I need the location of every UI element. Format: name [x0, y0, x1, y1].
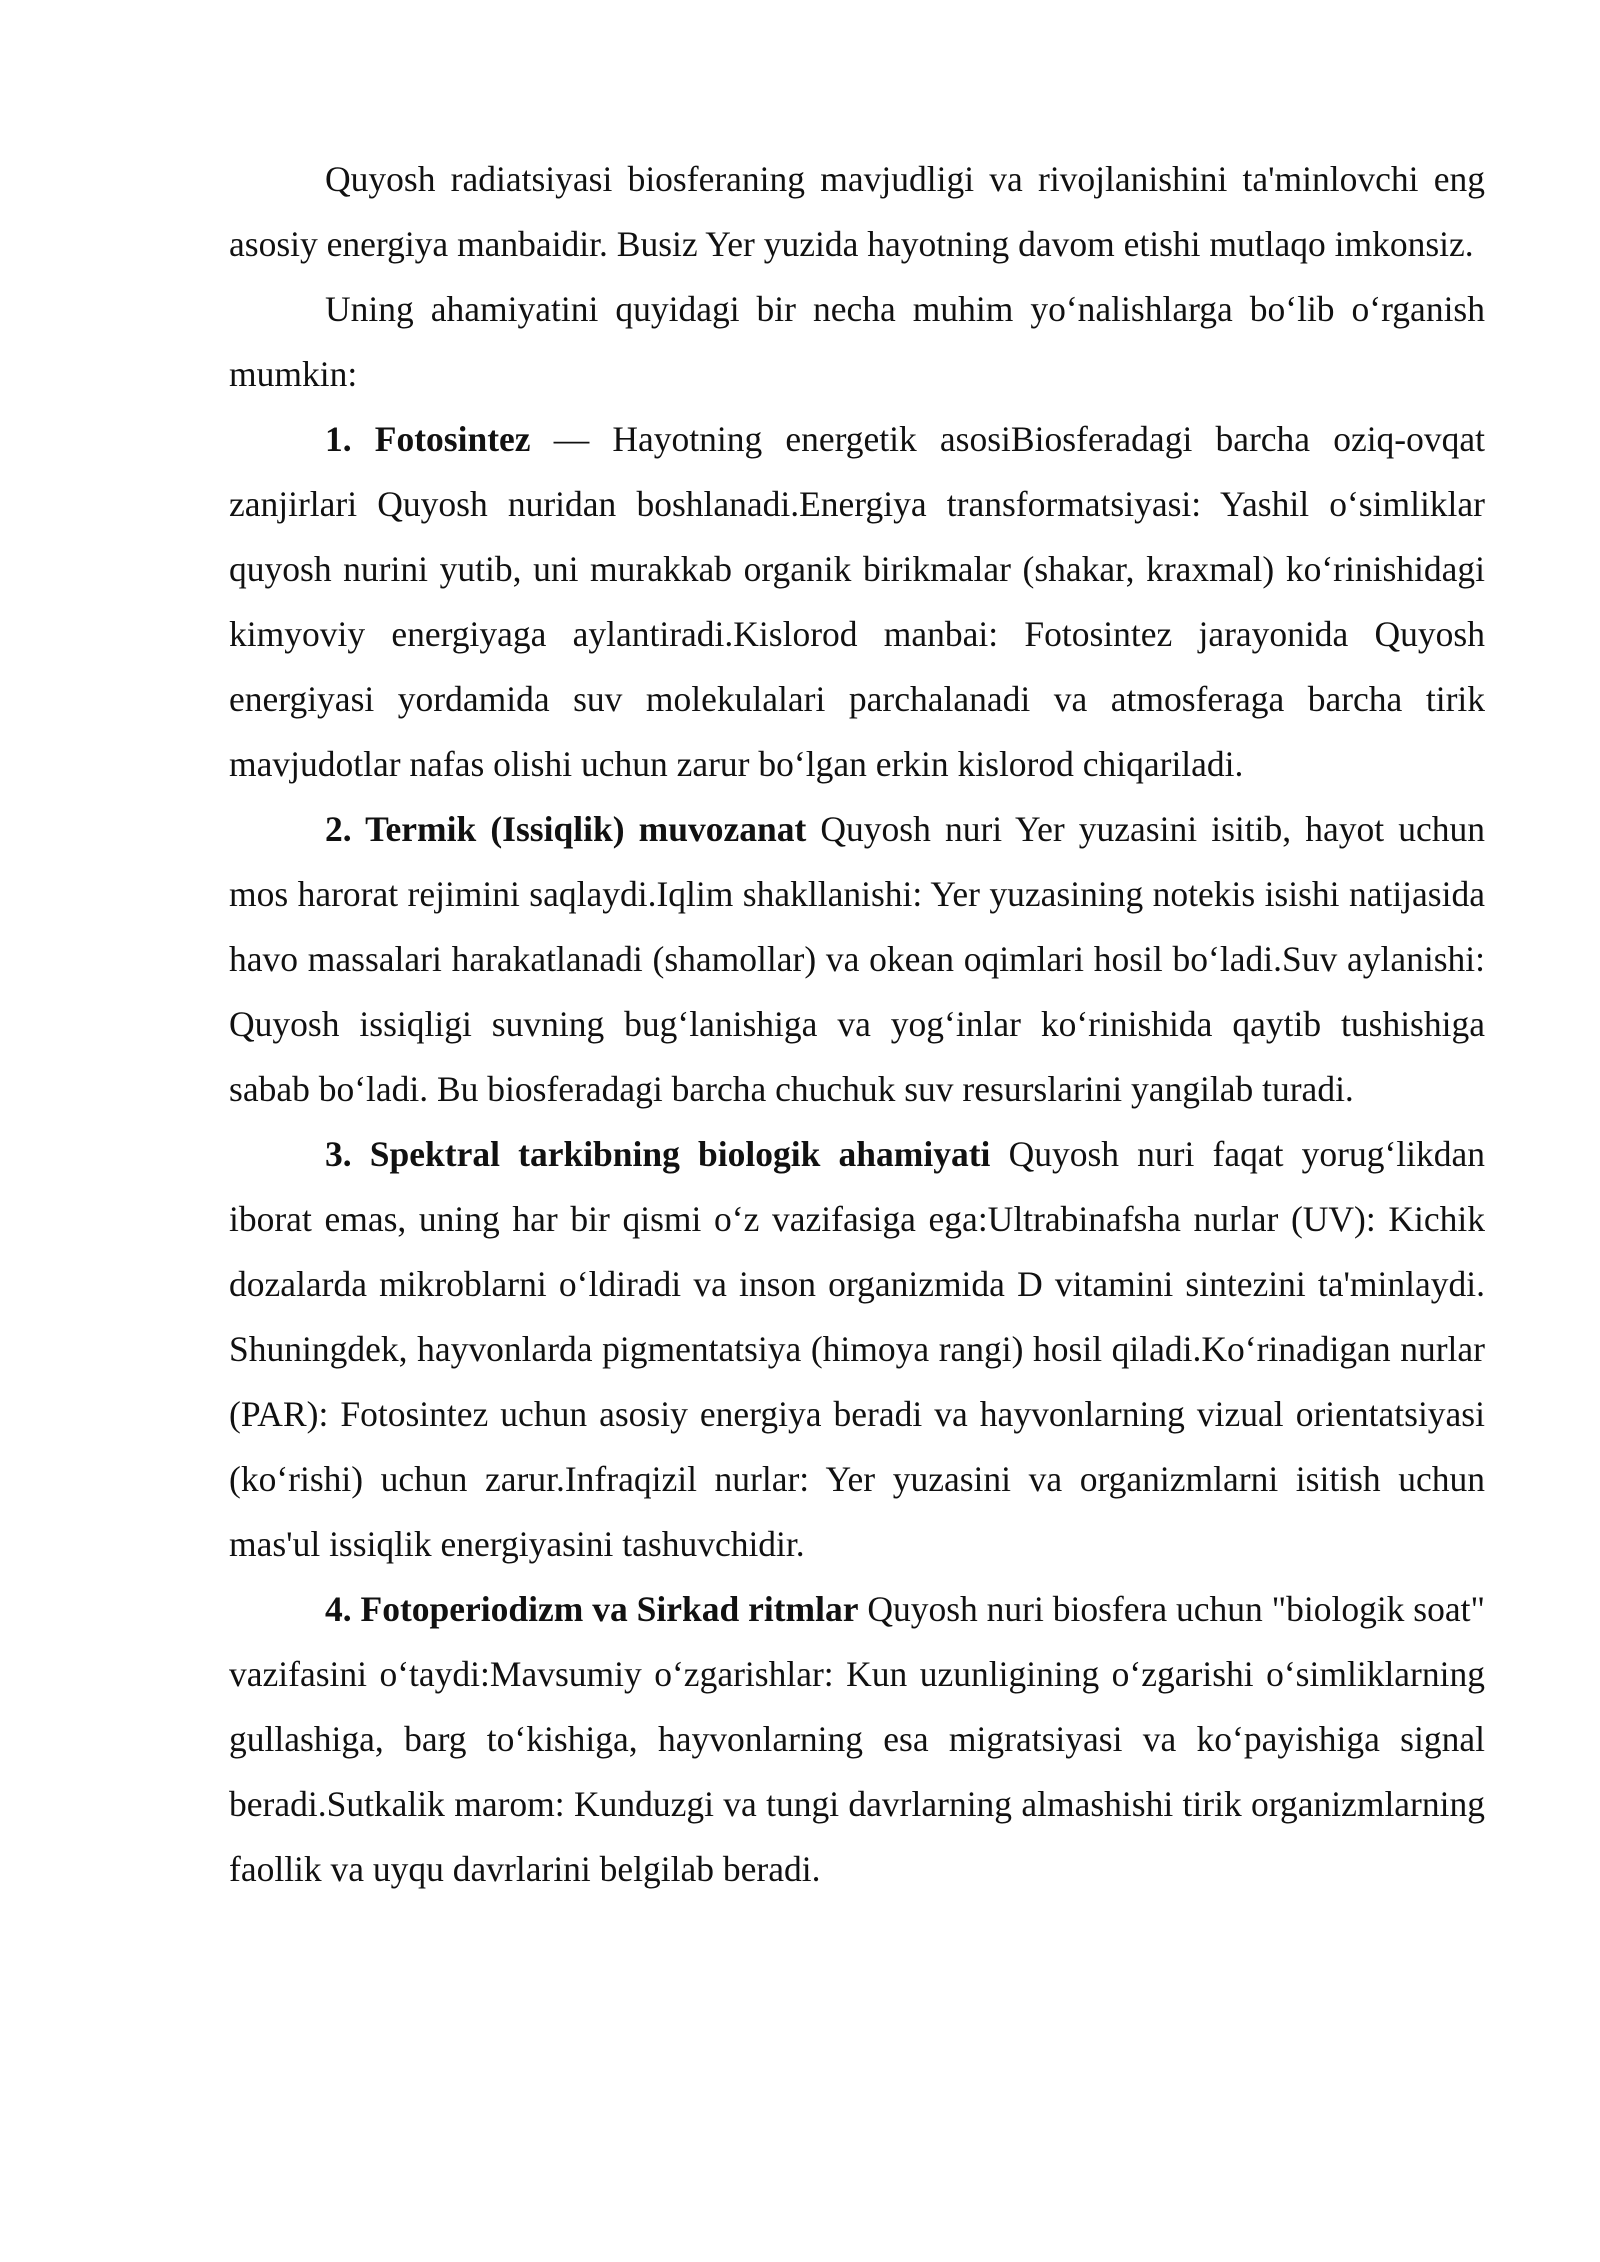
paragraph-text: Quyosh radiatsiyasi biosferaning mavjudligi va rivojlanishini ta'minlovchi eng asosiy energiya manbaidir. Busiz Yer yuzida hayotning davom etishi mutlaqo imkonsiz.: [229, 159, 1485, 264]
paragraph-intro: [229, 147, 1485, 277]
paragraph-overview: [229, 277, 1485, 407]
paragraph-heading: 3. Spektral tarkibning biologik ahamiyati: [325, 1134, 991, 1174]
paragraph-fotoperiodizm: [229, 1577, 1485, 1902]
paragraph-text: Uning ahamiyatini quyidagi bir necha muhim yo‘nalishlarga bo‘lib o‘rganish mumkin:: [229, 289, 1485, 394]
paragraph-termik-muvozanat: [229, 797, 1485, 1122]
paragraph-spektral-tarkib: [229, 1122, 1485, 1577]
paragraph-heading: 4. Fotoperiodizm va Sirkad ritmlar: [325, 1589, 859, 1629]
paragraph-text: — Hayotning energetik asosiBiosferadagi barcha oziq-ovqat zanjirlari Quyosh nuridan boshlanadi.Energiya transformatsiyasi: Yashil o‘simliklar quyosh nurini yutib, uni murakkab organik birikmalar (shakar, kraxmal) ko‘rinishidagi kimyoviy energiyaga aylantiradi.Kislorod manbai: Fotosintez jarayonida Quyosh energiyasi yordamida suv molekulalari parchalanadi va atmosferaga barcha tirik mavjudotlar nafas olishi uchun zarur bo‘lgan erkin kislorod chiqariladi.: [229, 419, 1485, 784]
paragraph-text: Quyosh nuri Yer yuzasini isitib, hayot uchun mos harorat rejimini saqlaydi.Iqlim shakllanishi: Yer yuzasining notekis isishi natijasida havo massalari harakatlanadi (shamollar) va okean oqimlari hosil bo‘ladi.Suv aylanishi: Quyosh issiqligi suvning bug‘lanishiga va yog‘inlar ko‘rinishida qaytib tushishiga sabab bo‘ladi. Bu biosferadagi barcha chuchuk suv resurslarini yangilab turadi.: [229, 809, 1485, 1109]
paragraph-text: Quyosh nuri biosfera uchun "biologik soat" vazifasini o‘taydi:Mavsumiy o‘zgarishlar: Kun uzunligining o‘zgarishi o‘simliklarning gullashiga, barg to‘kishiga, hayvonlarning esa migratsiyasi va ko‘payishiga signal beradi.Sutkalik marom: Kunduzgi va tungi davrlarning almashishi tirik organizmlarning faollik va uyqu davrlarini belgilab beradi.: [229, 1589, 1485, 1889]
paragraph-heading: 2. Termik (Issiqlik) muvozanat: [325, 809, 807, 849]
paragraph-text: Quyosh nuri faqat yorug‘likdan iborat emas, uning har bir qismi o‘z vazifasiga ega:Ultrabinafsha nurlar (UV): Kichik dozalarda mikroblarni o‘ldiradi va inson organizmida D vitamini sintezini ta'minlaydi. Shuningdek, hayvonlarda pigmentatsiya (himoya rangi) hosil qiladi.Ko‘rinadigan nurlar (PAR): Fotosintez uchun asosiy energiya beradi va hayvonlarning vizual orientatsiyasi (ko‘rishi) uchun zarur.Infraqizil nurlar: Yer yuzasini va organizmlarni isitish uchun mas'ul issiqlik energiyasini tashuvchidir.: [229, 1134, 1485, 1564]
paragraph-fotosintez: [229, 407, 1485, 797]
paragraph-heading: 1. Fotosintez: [325, 419, 531, 459]
document-body: [229, 147, 1485, 1902]
